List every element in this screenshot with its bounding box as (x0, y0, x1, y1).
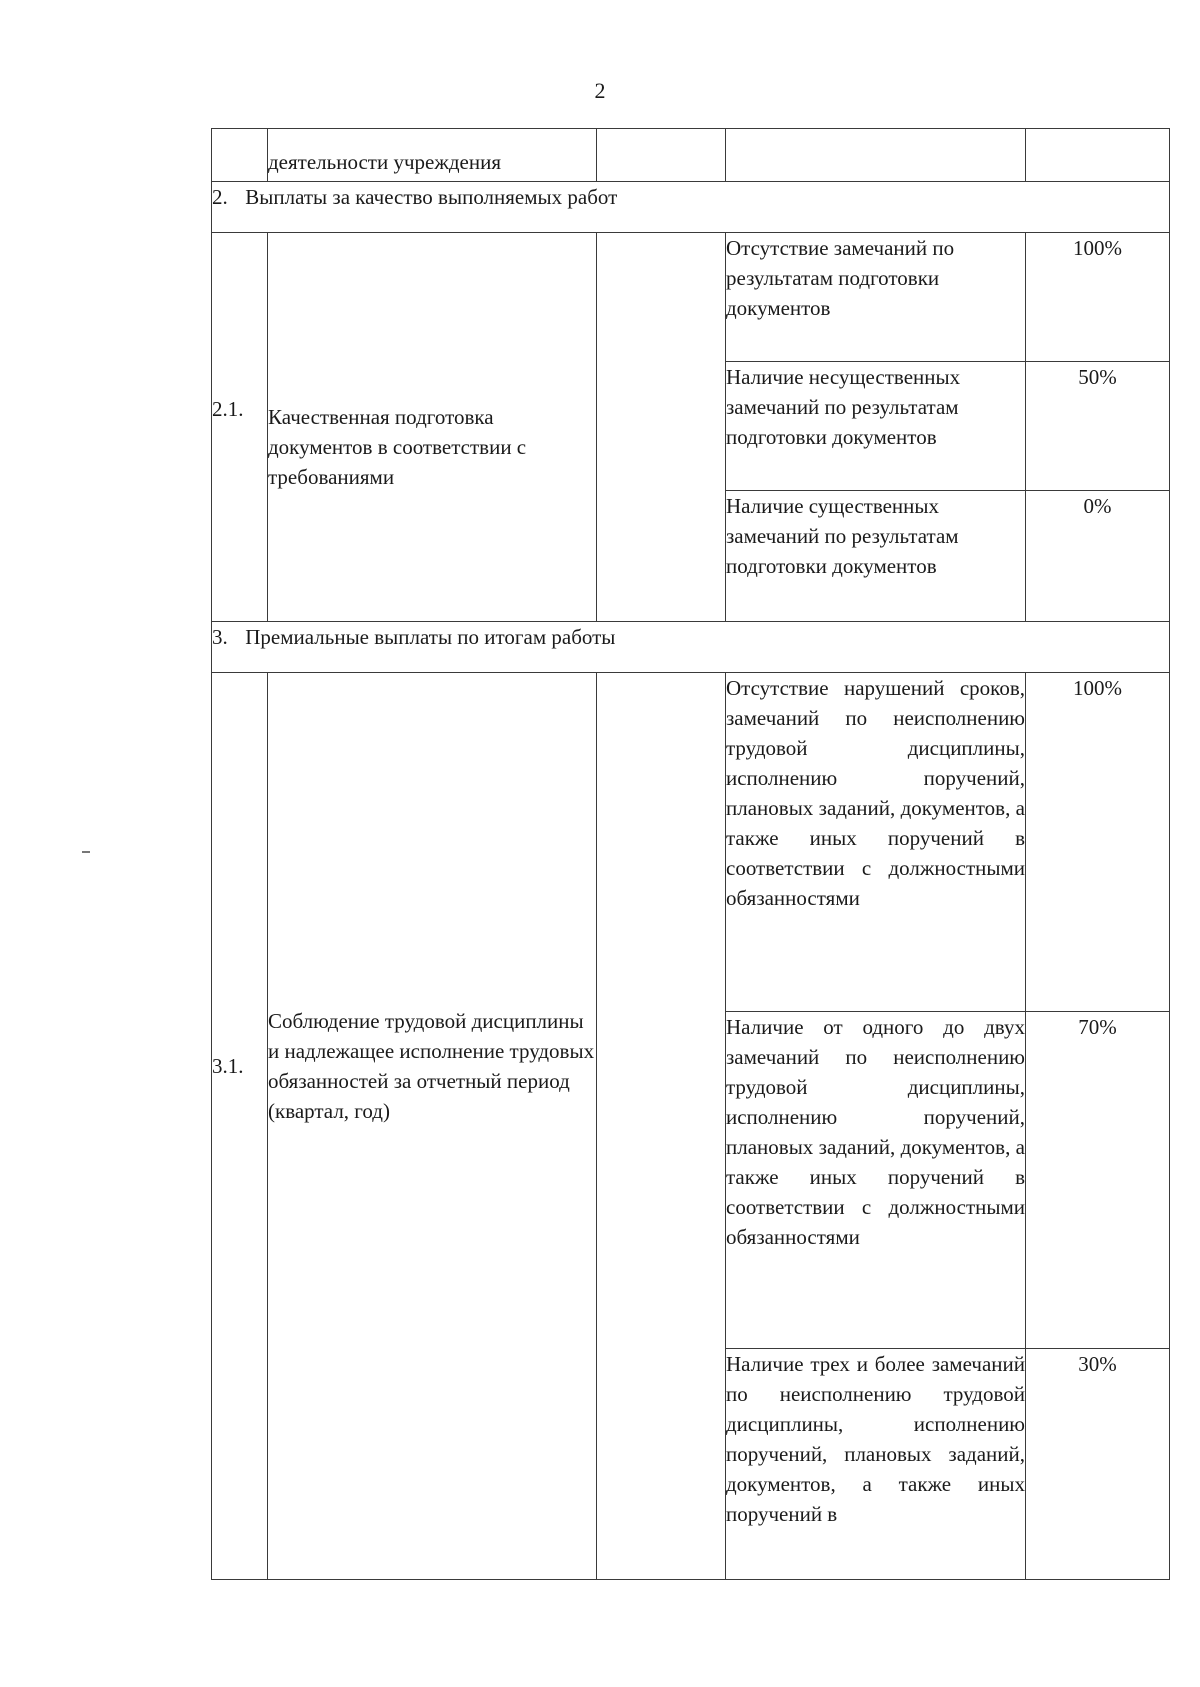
criteria-table (211, 128, 1170, 1580)
section-title: Премиальные выплаты по итогам работы (245, 625, 616, 649)
item-number-cell (212, 673, 268, 1580)
percent-cell: 70% (1026, 1012, 1170, 1349)
table-row (212, 673, 1170, 1012)
criterion-cell: Отсутствие нарушений сроков, замечаний по неисполнению трудовой дисциплины, исполнению поручений, плановых заданий, документов, а также иных поручений в соответствии с должностными обязанностями (726, 673, 1026, 1012)
table-cell (1026, 129, 1170, 182)
scan-artifact (82, 851, 90, 853)
percent-cell: 30% (1026, 1349, 1170, 1580)
empty-cell (597, 233, 726, 622)
item-name-cell: Качественная подготовка документов в соответствии с требованиями (268, 233, 597, 622)
section-title-cell (212, 622, 1170, 673)
table-cell (726, 129, 1026, 182)
section-header-row (212, 622, 1170, 673)
item-number: 2.1. (212, 397, 244, 421)
section-number: 2. (212, 185, 228, 209)
percent-cell: 0% (1026, 491, 1170, 622)
criterion-cell: Наличие трех и более замечаний по неисполнению трудовой дисциплины, исполнению поручений, плановых заданий, документов, а также иных поручений в (726, 1349, 1026, 1580)
item-name-cell: Соблюдение трудовой дисциплины и надлежащее исполнение трудовых обязанностей за отчетный период (квартал, год) (268, 673, 597, 1580)
item-number: 3.1. (212, 1054, 244, 1078)
section-title-cell (212, 182, 1170, 233)
criterion-cell: Отсутствие замечаний по результатам подготовки документов (726, 233, 1026, 362)
section-title: Выплаты за качество выполняемых работ (245, 185, 618, 209)
continued-name-cell: деятельности учреждения (268, 129, 597, 182)
table-row (212, 129, 1170, 182)
item-number-cell (212, 233, 268, 622)
table-cell (597, 129, 726, 182)
table-cell (212, 129, 268, 182)
section-header-row (212, 182, 1170, 233)
criterion-cell: Наличие существенных замечаний по результатам подготовки документов (726, 491, 1026, 622)
table-row (212, 233, 1170, 362)
section-number: 3. (212, 625, 228, 649)
percent-cell: 100% (1026, 673, 1170, 1012)
criterion-cell: Наличие от одного до двух замечаний по неисполнению трудовой дисциплины, исполнению поручений, плановых заданий, документов, а также иных поручений в соответствии с должностными обязанностями (726, 1012, 1026, 1349)
criterion-cell: Наличие несущественных замечаний по результатам подготовки документов (726, 362, 1026, 491)
empty-cell (597, 673, 726, 1580)
percent-cell: 100% (1026, 233, 1170, 362)
percent-cell: 50% (1026, 362, 1170, 491)
page-number: 2 (594, 78, 606, 103)
